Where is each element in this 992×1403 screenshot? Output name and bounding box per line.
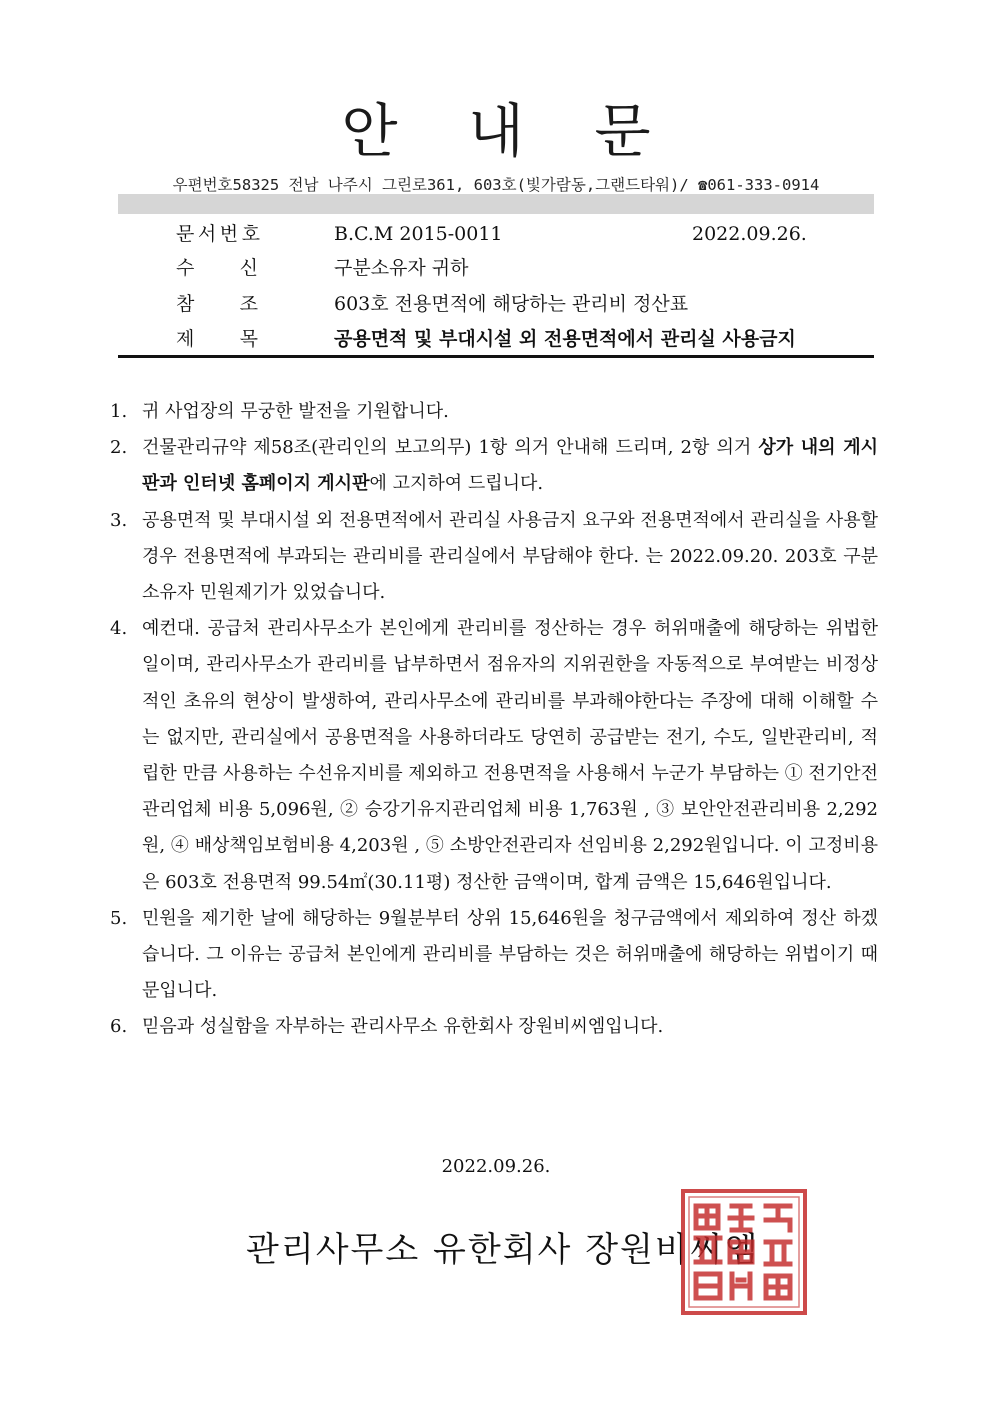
- list-item: [110, 1009, 878, 1045]
- header-divider: [118, 355, 874, 358]
- reference-row: [0, 286, 992, 322]
- item-text: 건물관리규약 제58조(관리인의 보고의무) 1항 의거 안내해 드리며, 2항 의거: [142, 437, 759, 459]
- list-item: [110, 394, 878, 430]
- item-number: 4.: [110, 618, 128, 640]
- item-number: 3.: [110, 509, 128, 531]
- list-item: [110, 611, 878, 901]
- recipient-row: [0, 250, 992, 286]
- notice-body: [110, 394, 878, 1046]
- doc-date: 2022.09.26.: [692, 223, 807, 245]
- item-text: 에 고지하여 드립니다.: [369, 473, 544, 495]
- item-text: 귀 사업장의 무궁한 발전을 기원합니다.: [142, 401, 449, 422]
- company-seal-stamp: [680, 1188, 808, 1316]
- document-title: 안 내 문: [341, 97, 677, 165]
- list-item: [110, 503, 878, 612]
- item-number: 6.: [110, 1016, 128, 1038]
- doc-number-value: B.C.M 2015-0011: [334, 223, 503, 245]
- item-emphasis: 상가 내의 게시판과 인터넷 홈페이지 게시판: [142, 437, 878, 495]
- doc-number-row: [0, 216, 992, 252]
- header-shade-bar: [118, 194, 874, 214]
- item-number: 5.: [110, 907, 128, 929]
- reference-value: 603호 전용면적에 해당하는 관리비 정산표: [334, 293, 689, 315]
- subject-row: [0, 321, 992, 357]
- subject-value: 공용면적 및 부대시설 외 전용면적에서 관리실 사용금지: [334, 328, 796, 350]
- doc-number-label: 문 서 번 호: [176, 223, 260, 245]
- item-text: 공용면적 및 부대시설 외 전용면적에서 관리실 사용금지 요구와 전용면적에서 관리실을 사용할 경우 전용면적에 부과되는 관리비를 관리실에서 부담해야 한다. 는 2022.09.20. 203호 구분소유자 민원제기가 있었습니다.: [142, 509, 878, 604]
- signature-date: 2022.09.26.: [441, 1156, 551, 1177]
- item-text: 민원을 제기한 날에 해당하는 9월분부터 상위 15,646원을 청구금액에서 제외하여 정산 하겠습니다. 그 이유는 공급처 본인에게 관리비를 부담하는 것은 허위매출에 해당하는 위법이기 때문입니다.: [142, 907, 878, 1002]
- recipient-value: 구분소유자 귀하: [334, 257, 469, 279]
- item-text: 믿음과 성실함을 자부하는 관리사무소 유한회사 장원비씨엠입니다.: [142, 1016, 664, 1038]
- reference-label: 참 조: [176, 293, 258, 315]
- item-number: 2.: [110, 437, 128, 459]
- item-text: 예컨대. 공급처 관리사무소가 본인에게 관리비를 정산하는 경우 허위매출에 해당하는 위법한 일이며, 관리사무소가 관리비를 납부하면서 점유자의 지위권한을 자동적으로 부여받는 비정상적인 초유의 현상이 발생하여, 관리사무소에 관리비를 부과해야한다는 주장에 대해 이해할 수는 없지만, 관리실에서 공용면적을 사용하더라도 당연히 공급받는 전기, 수도, 일반관리비, 적립한 만큼 사용하는 수선유지비를 제외하고 전용면적을 사용해서 누군가 부담하는 ① 전기안전관리업체 비용 5,096원, ② 승강기유지관리업체 비용 1,763원 , ③ 보안안전관리비용 2,292원, ④ 배상책임보험비용 4,203원 , ⑤ 소방안전관리자 선임비용 2,292원입니다. 이 고정비용은 603호 전용면적 99.54㎡(30.11평) 정산한 금액이며, 합계 금액은 15,646원입니다.: [142, 618, 878, 893]
- subject-label: 제 목: [176, 328, 258, 350]
- sender-address: 우편번호58325 전남 나주시 그린로361, 603호(빛가람동,그랜드타워)/ ☎061-333-0914: [172, 176, 820, 194]
- list-item: [110, 901, 878, 1010]
- signature-company: 관리사무소 유한회사 장원비씨엠: [246, 1230, 760, 1270]
- recipient-label: 수 신: [176, 257, 258, 279]
- item-number: 1.: [110, 401, 128, 422]
- list-item: [110, 430, 878, 502]
